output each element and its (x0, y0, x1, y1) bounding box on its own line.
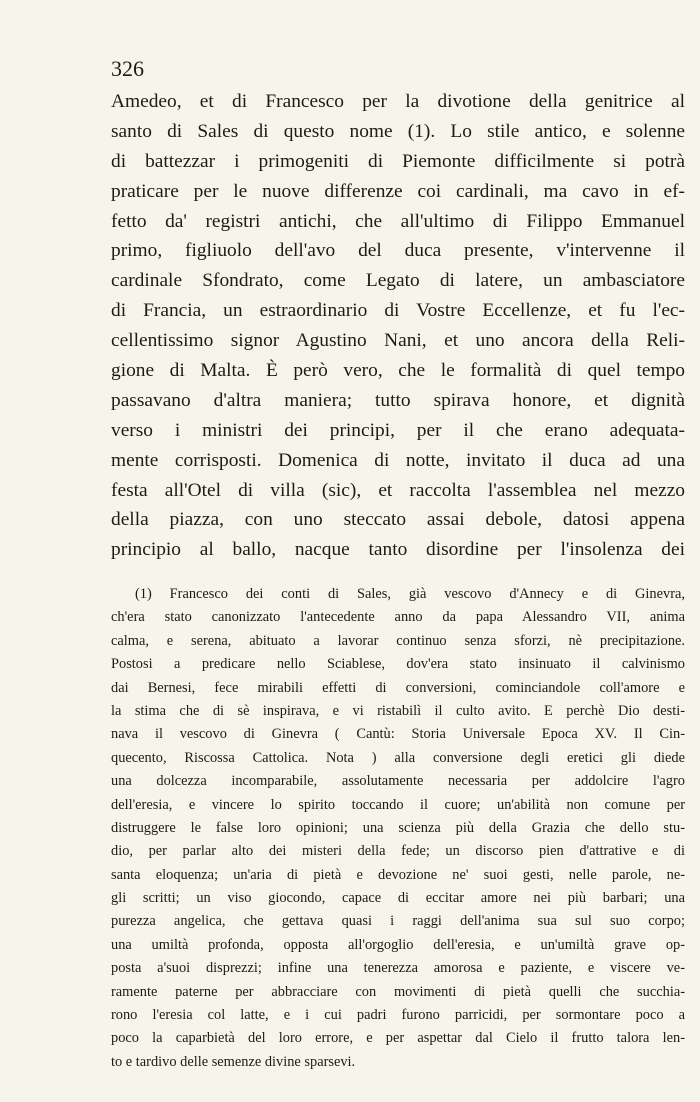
footnote-line: poco la caparbietà del loro errore, e per aspettar dal Cielo il frutto talora len- (111, 1030, 685, 1047)
body-line: santo di Sales di questo nome (1). Lo stile antico, e solenne (111, 120, 685, 142)
footnote-line: posta a'suoi disprezzi; infine una tenerezza amorosa e paziente, e viscere ve- (111, 960, 685, 977)
footnote-line: calma, e serena, abituato a lavorar continuo senza sforzi, nè precipitazione. (111, 632, 685, 649)
page-number: 326 (111, 56, 144, 81)
footnote-line: to e tardivo delle semenze divine sparsevi. (111, 1053, 356, 1070)
footnote-line: una dolcezza incomparabile, assolutamente necessaria per addolcire l'agro (111, 773, 685, 790)
footnote-line: dell'eresia, e vincere lo spirito toccando il cuore; un'abilità non comune per (111, 796, 685, 813)
body-line: mente corrisposti. Domenica di notte, invitato il duca ad una (111, 449, 685, 471)
body-line: passavano d'altra maniera; tutto spirava honore, et dignità (111, 389, 685, 411)
footnote-line: ramente paterne per abbracciare con movimenti di pietà quelli che succhia- (111, 983, 685, 1000)
footnote-line: rono l'eresia col latte, e i cui padri furono parricidi, per sormontare poco a (111, 1007, 685, 1024)
body-line: cellentissimo signor Agustino Nani, et uno ancora della Reli- (111, 330, 685, 352)
footnote-line: Postosi a predicare nello Sciablese, dov'era stato insinuato il calvinismo (111, 656, 685, 673)
body-line: verso i ministri dei principi, per il che erano adequata- (111, 419, 685, 441)
footnote-line: dai Bernesi, fece mirabili effetti di conversioni, cominciandole coll'amore e (111, 679, 685, 696)
body-line: gione di Malta. È però vero, che le formalità di quel tempo (111, 360, 685, 382)
body-line: della piazza, con uno steccato assai debole, datosi appena (111, 509, 685, 531)
body-line: principio al ballo, nacque tanto disordine per l'insolenza dei (111, 539, 685, 561)
body-line: di battezzar i primogeniti di Piemonte difficilmente si potrà (111, 150, 685, 172)
footnote-line: quecento, Riscossa Cattolica. Nota ) alla conversione degli eretici gli diede (111, 749, 685, 766)
footnote-line: la stima che di sè inspirava, e vi ristabilì il culto avito. E perchè Dio desti- (111, 702, 685, 719)
body-line: praticare per le nuove differenze coi cardinali, ma cavo in ef- (111, 180, 685, 202)
footnote (111, 583, 685, 1074)
footnote-line: distruggere le false loro opinioni; una scienza più della Grazia che dello stu- (111, 819, 685, 836)
body-line: Amedeo, et di Francesco per la divotione della genitrice al (111, 91, 685, 112)
footnote-line: santa eloquenza; un'aria di pietà e devozione ne' suoi gesti, nelle parole, ne- (111, 866, 685, 883)
footnote-line: gli scritti; un viso giocondo, capace di eccitar amore nei più barbari; una (111, 890, 685, 907)
body-line: fetto da' registri antichi, che all'ultimo di Filippo Emmanuel (111, 210, 685, 232)
footnote-line: purezza angelica, che gettava quasi i raggi dell'anima sua sul suo corpo; (111, 913, 685, 930)
footnote-line: (1) Francesco dei conti di Sales, già vescovo d'Annecy e di Ginevra, (135, 586, 685, 602)
body-line: di Francia, un estraordinario di Vostre Eccellenze, et fu l'ec- (111, 300, 685, 322)
body-line: primo, figliuolo dell'avo del duca presente, v'intervenne il (111, 240, 685, 262)
body-line: festa all'Otel di villa (sic), et raccolta l'assemblea nel mezzo (111, 479, 685, 501)
footnote-line: una umiltà profonda, opposta all'orgoglio dell'eresia, e un'umiltà grave op- (111, 936, 685, 953)
main-text (111, 87, 685, 565)
footnote-line: dio, per parlar alto dei misteri della fede; un discorso pien d'attrative e di (111, 843, 685, 860)
footnote-line: nava il vescovo di Ginevra ( Cantù: Storia Universale Epoca XV. Il Cin- (111, 726, 685, 743)
footnote-line: ch'era stato canonizzato l'antecedente anno da papa Alessandro VII, anima (111, 609, 685, 626)
body-line: cardinale Sfondrato, come Legato di latere, un ambasciatore (111, 270, 685, 292)
